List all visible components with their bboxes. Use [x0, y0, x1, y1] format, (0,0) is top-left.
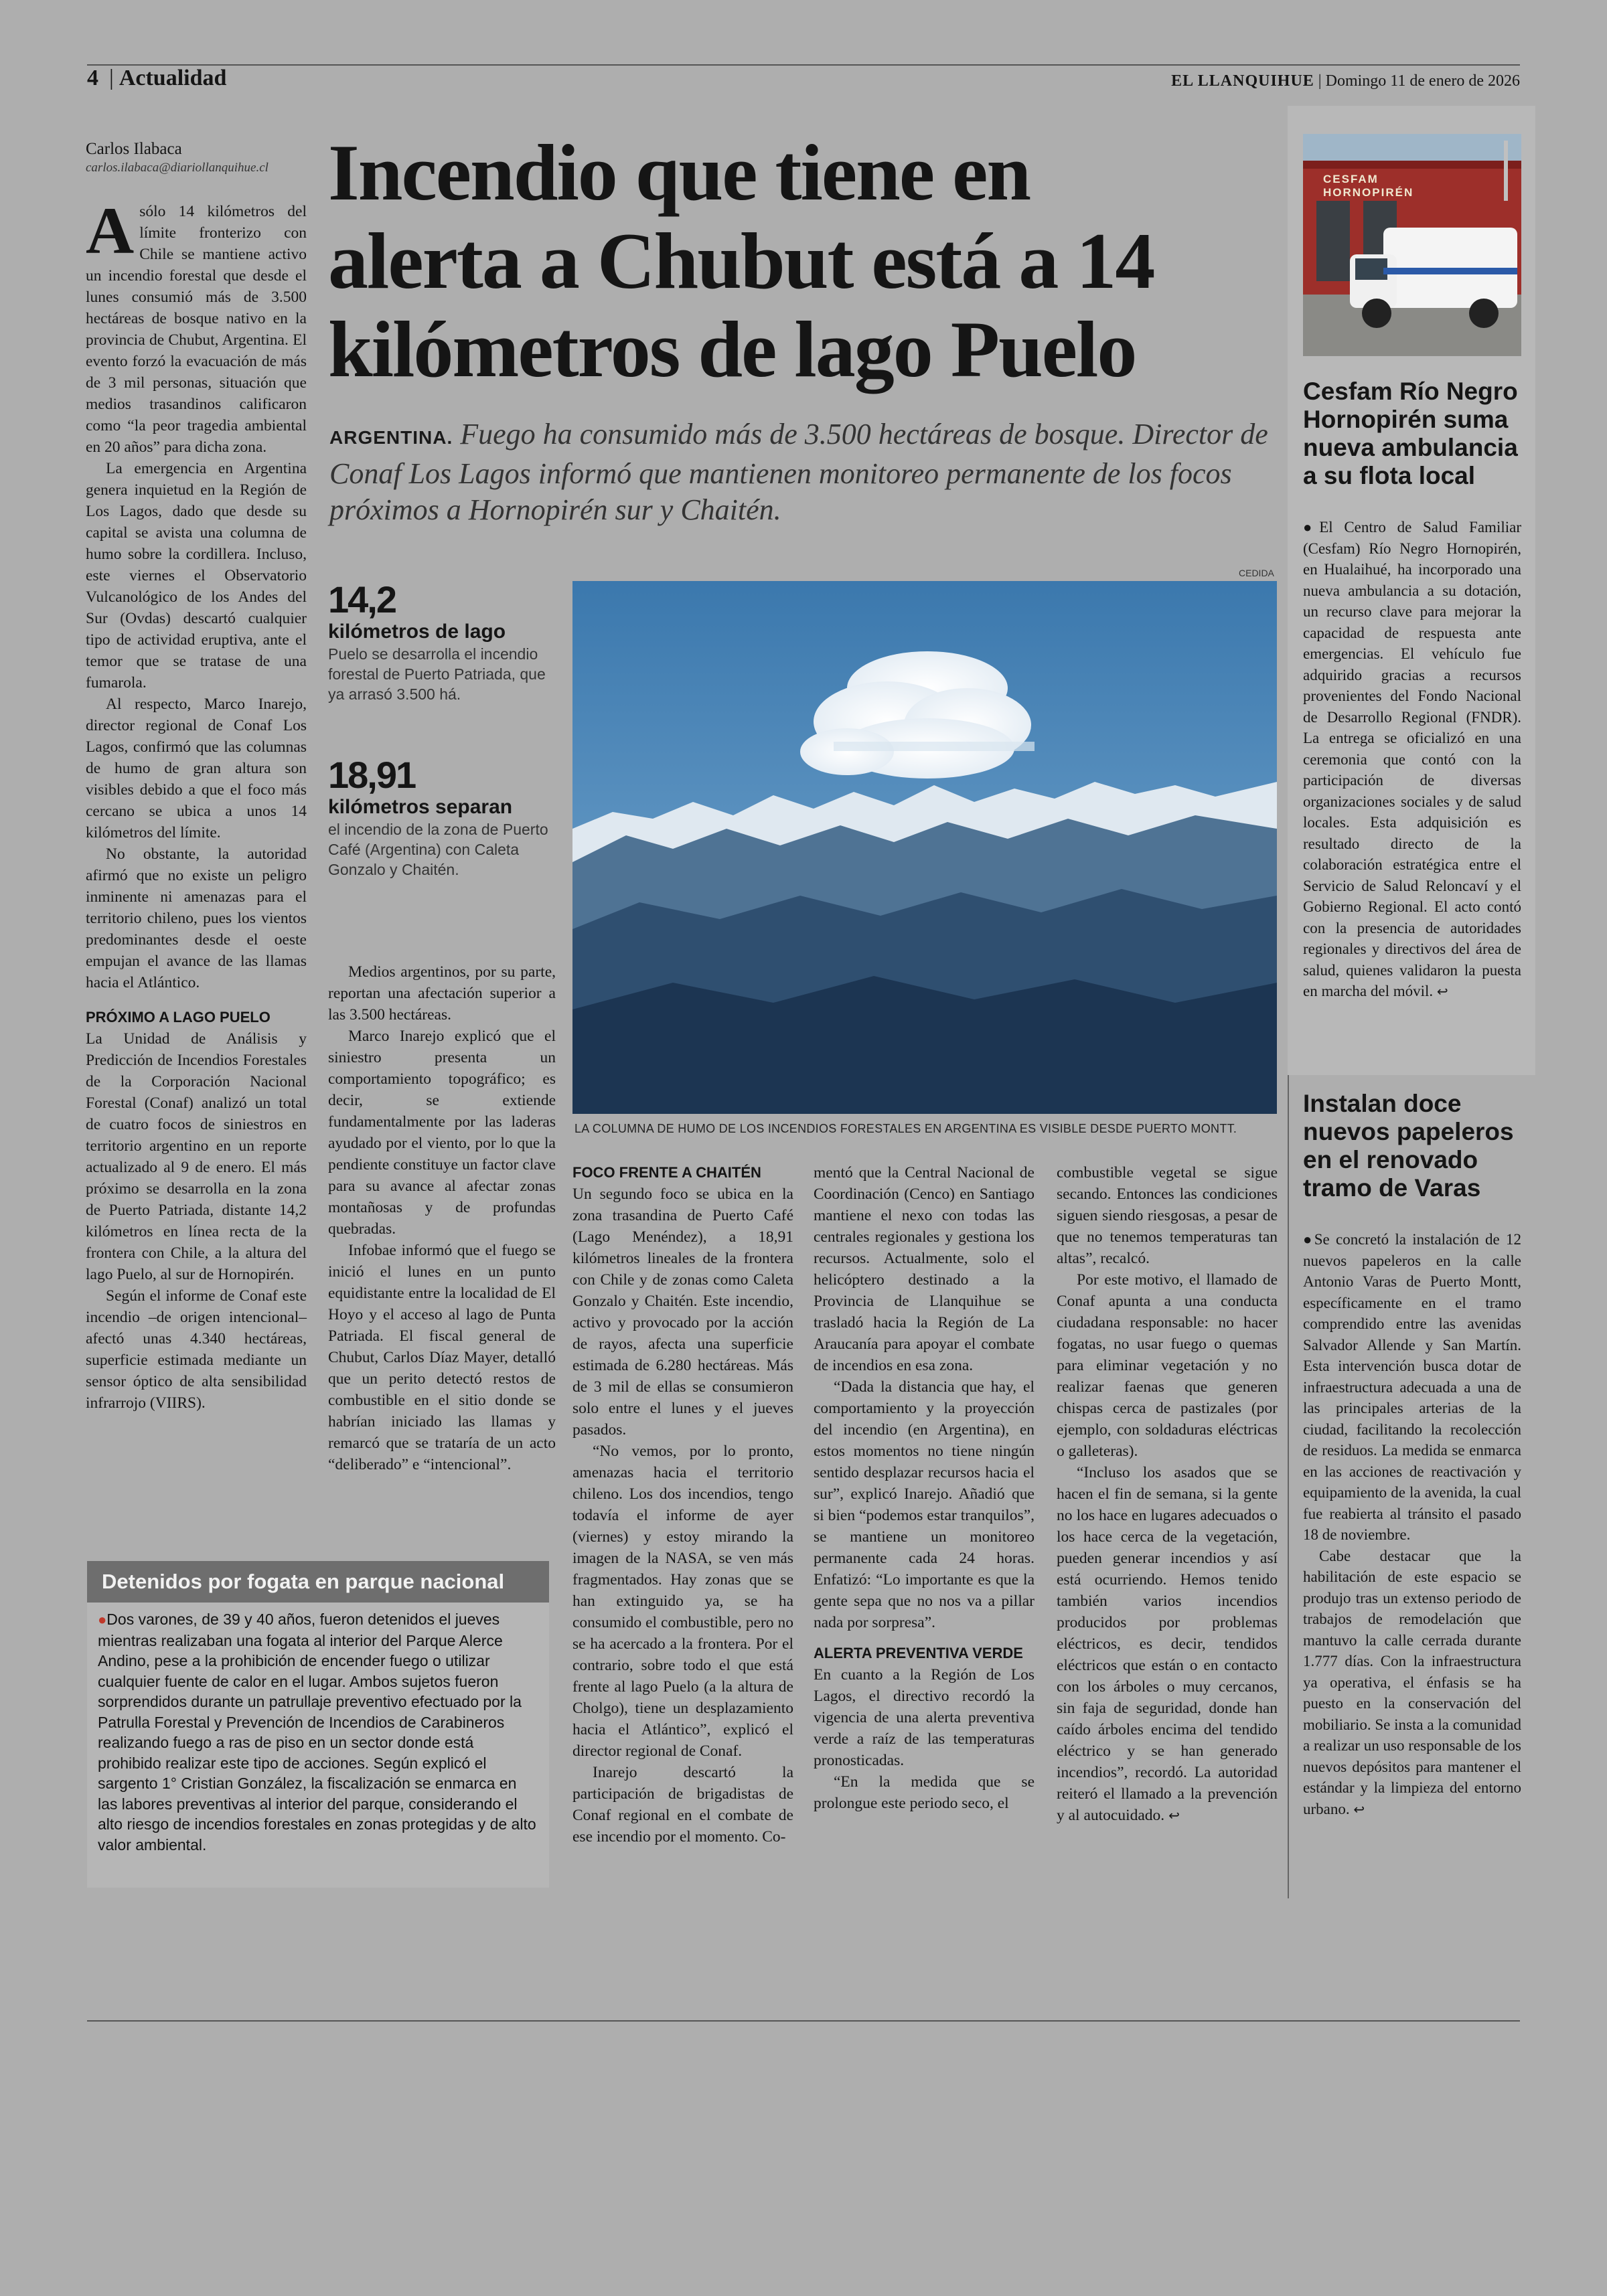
sidebar-2-title: Instalan doce nuevos papeleros en el renovado tramo de Varas — [1303, 1090, 1514, 1202]
page-header-right: EL LLANQUIHUE | Domingo 11 de enero de 2026 — [1171, 72, 1520, 90]
stat-2-label: kilómetros separan — [328, 796, 513, 818]
photo-credit: CEDIDA — [1239, 568, 1274, 578]
article-column-3 — [572, 1162, 793, 1848]
section-name: Actualidad — [119, 66, 227, 90]
box-title: Detenidos por fogata en parque nacional — [102, 1570, 505, 1593]
ambulance-photo — [1303, 134, 1521, 356]
newspaper-name: EL LLANQUIHUE — [1171, 72, 1314, 90]
col3-paragraph-3: Inarejo descartó la participación de brigadistas de Conaf regional en el combate de ese incendio por el momento. Co- — [572, 1764, 793, 1846]
col4-subheading: ALERTA PREVENTIVA VERDE — [814, 1645, 1023, 1661]
sidebar-2-body — [1303, 1229, 1521, 1821]
col4-paragraph-1: mentó que la Central Nacional de Coordinación (Cenco) en Santiago mantiene el nexo con todas las centrales regionales y gestiona los recursos. Actualmente, solo el helicóptero destinado a la Provincia de Llanquihue se trasladó hacia la Región de La Araucanía para apoyar el combate de incendios en esa zona. — [814, 1164, 1035, 1374]
col1-paragraph-3: Al respecto, Marco Inarejo, director regional de Conaf Los Lagos, confirmó que las columnas de humo de gran altura son visibles debido a que el foco más cercano se ubica a unos 14 kilómetros del límite. — [86, 695, 307, 841]
col3-paragraph-2: “No vemos, por lo pronto, amenazas hacia el territorio chileno. Los dos incendios, tengo todavía el informe de ayer (viernes) y estoy mirando la imagen de la NASA, se ven más fragmentados. Hay zonas que se han extinguido ya, se ha consumido el combustible, pero no se ha acercado a la frontera. Por el contrario, sobre todo el que está frente al lago Puelo (a la altura de Cholgo), tiene un desplazamiento hacia el Atlántico”, explicó el director regional de Conaf. — [572, 1443, 793, 1760]
sidebar-1-end-icon: ↩ — [1436, 985, 1448, 999]
publication-date: Domingo 11 de enero de 2026 — [1325, 72, 1520, 90]
box-text: Dos varones, de 39 y 40 años, fueron detenidos el jueves mientras realizaban una fogata al interior del Parque Alerce Andino, pese a la prohibición de encender fuego o utilizar cualquier fuente de calor en el lugar. Ambos sujetos fueron sorprendidos durante un patrullaje preventivo efectuado por la Patrulla Forestal y Prevención de Incendios de Carabineros realizando fuego a ras de piso en un sector donde está prohibido realizar este tipo de acciones. Según explicó el sargento 1° Cristian González, la fiscalización se enmarca en las labores preventivas al interior del parque, considerando el alto riesgo de incendios forestales en zonas protegidas y de alto valor ambiental. — [98, 1611, 536, 1854]
stat-block-2 — [328, 755, 556, 880]
sidebar-1-paragraph: El Centro de Salud Familiar (Cesfam) Río Negro Hornopirén, en Hualaihué, ha incorporado una nueva ambulancia a su dotación, un recurso clave para mejorar la capacidad de respuesta ante emergencias. El vehículo fue adquirido gracias a recursos provenientes del Fondo Nacional de Desarrollo Regional (FNDR). La entrega se oficializó en una ceremonia que contó con la participación de diversas organizaciones sociales y de salud locales. Esta adquisición es resultado directo de la colaboración estratégica entre el Servicio de Salud Reloncaví y el Gobierno Regional. El acto contó con la presencia de autoridades regionales y directivos del área de salud, quienes validaron la puesta en marcha del móvil. — [1303, 519, 1521, 999]
bullet-icon: ● — [98, 1611, 107, 1628]
bullet-icon: ● — [1303, 519, 1320, 536]
header-top-rule — [87, 64, 1520, 66]
article-column-1 — [86, 193, 307, 1414]
article-column-5 — [1057, 1162, 1278, 1827]
byline — [86, 139, 307, 177]
col1-paragraph-4: No obstante, la autoridad afirmó que no existe un peligro inminente ni amenazas para el territorio chileno, pues los vientos predominantes desde el oeste empujan el avance de las llamas hacia el Atlántico. — [86, 845, 307, 991]
headline-line-2: alerta a Chubut está a 14 — [328, 216, 1154, 305]
stat-2-number: 18,91 — [328, 754, 416, 796]
col4-paragraph-3: En cuanto a la Región de Los Lagos, el directivo recordó la vigencia de una alerta preventiva verde a raíz de las temperaturas pronosticadas. — [814, 1666, 1035, 1769]
col4-paragraph-2: “Dada la distancia que hay, el comportamiento y la proyección del incendio (en Argentina), en estos momentos no tiene ningún sentido desplazar recursos hacia el sur”, explicó Inarejo. Añadió que si bien “podemos estar tranquilos”, se mantiene un monitoreo permanente cada 24 horas. Enfatizó: “Lo importante es que la gente sepa que no nos va a pillar nada por sorpresa”. — [814, 1378, 1035, 1631]
footer-rule — [87, 2020, 1520, 2022]
col4-paragraph-4: “En la medida que se prolongue este periodo seco, el — [814, 1773, 1035, 1812]
col1-paragraph-2: La emergencia en Argentina genera inquietud en la Región de Los Lagos, dado que desde su capital se avista una columna de humo sobre la cordillera. Incluso, este viernes el Observatorio Vulcanológico de los Andes del Sur (Ovdas) descartó cualquier tipo de actividad eruptiva, ante el temor que se tratase de una fumarola. — [86, 460, 307, 691]
lead-kicker: ARGENTINA. — [329, 427, 453, 448]
bullet-icon: ● — [1303, 1231, 1314, 1248]
photo-caption: LA COLUMNA DE HUMO DE LOS INCENDIOS FORESTALES EN ARGENTINA ES VISIBLE DESDE PUERTO MONTT. — [575, 1122, 1237, 1135]
sidebar-2-end-icon: ↩ — [1353, 1802, 1365, 1817]
col5-paragraph-1: combustible vegetal se sigue secando. Entonces las condiciones siguen siendo riesgosas, a pesar de que no tenemos temperaturas tan altas”, recalcó. — [1057, 1164, 1278, 1267]
page-header-left: 4 | Actualidad — [87, 66, 227, 90]
ambulance-image — [1303, 134, 1521, 356]
col2-paragraph-1: Medios argentinos, por su parte, reportan una afectación superior a las 3.500 hectáreas. — [328, 963, 556, 1023]
col1-paragraph-5: La Unidad de Análisis y Predicción de Incendios Forestales de la Corporación Nacional Forestal (Conaf) analizó un total de cuatro focos de siniestros en territorio argentino en un reporte actualizado al 9 de enero. El más próximo se desarrolla en la zona de Puerto Patriada, distante 14,2 kilómetros en línea recta de la frontera con Chile, a la altura del lago Puelo, al sur de Hornopirén. — [86, 1030, 307, 1283]
col2-paragraph-2: Marco Inarejo explicó que el siniestro presenta un comportamiento topográfico; es decir, se extiende fundamentalmente por las laderas ayudado por el viento, por lo que la pendiente constituye un factor clave para su avance al afectar zonas montañosas y de profundas quebradas. — [328, 1028, 556, 1238]
stat-1-number: 14,2 — [328, 578, 396, 621]
col5-paragraph-3: “Incluso los asados que se hacen el fin de semana, si la gente no los hace en lugares adecuados o los hace cerca de la vegetación, pueden generar incendios y así está ocurriendo. Hemos tenido también varios incendios producidos por problemas eléctricos, es decir, tendidos eléctricos que están o en contacto con los árboles o muy cercanos, sin faja de seguridad, donde han caído árboles encima del tendido eléctrico y se han generado incendios”, recordó. La autoridad reiteró el llamado a la prevención y al autocuidado. — [1057, 1464, 1278, 1824]
article-headline — [328, 129, 1272, 394]
article-column-4 — [814, 1162, 1035, 1814]
col3-paragraph-1: Un segundo foco se ubica en la zona trasandina de Puerto Café (Lago Menéndez), a 18,91 kilómetros lineales de la frontera con Chile y de zonas como Caleta Gonzalo y Chaitén. Este incendio, activo y provocado por la acción de rayos, afecta una superficie estimada de 6.280 hectáreas. Más de 3 mil de ellas se consumieron solo entre el lunes y el jueves pasados. — [572, 1185, 793, 1439]
sidebar-2-paragraph-2: Cabe destacar que la habilitación de este espacio se produjo tras un extenso periodo de trabajos de remodelación que mantuvo la calle cerrada durante 1.777 días. Con la infraestructura ya operativa, el énfasis se ha puesto en la conservación del mobiliario. Se insta a la comunidad a realizar un uso responsable de los nuevos depósitos para mantener el estándar y la limpieza del entorno urbano. — [1303, 1547, 1521, 1817]
col2-paragraph-3: Infobae informó que el fuego se inició el lunes en un punto equidistante entre la localidad de El Hoyo y el acceso al lago de Punta Patriada. El fiscal general de Chubut, Carlos Díaz Mayer, detalló que un perito detectó restos de combustible en el sitio donde se habrían iniciado las llamas y remarcó que se trataría de un acto “deliberado” e “intencional”. — [328, 1242, 556, 1473]
stat-1-description: Puelo se desarrolla el incendio forestal de Puerto Patriada, que ya arrasó 3.500 há. — [328, 645, 546, 703]
clinic-sign: CESFAM HORNOPIRÉN — [1323, 173, 1414, 199]
sidebar-1-title: Cesfam Río Negro Hornopirén suma nueva ambulancia a su flota local — [1303, 378, 1518, 489]
col1-paragraph-1: sólo 14 kilómetros del límite fronterizo con Chile se mantiene activo un incendio forestal que desde el lunes consumió más de 3.500 hectáreas de bosque nativo en la provincia de Chubut, Argentina. El evento forzó la evacuación de más de 3 mil personas, situación que medios trasandinos calificaron como “la peor tragedia ambiental en 20 años” para dicha zona. — [86, 203, 307, 456]
mountain-landscape-image — [572, 581, 1277, 1114]
page-number: 4 — [87, 66, 98, 90]
stat-1-label: kilómetros de lago — [328, 621, 506, 643]
stat-2-description: el incendio de la zona de Puerto Café (Argentina) con Caleta Gonzalo y Chaitén. — [328, 821, 548, 878]
sidebar-divider — [1288, 1075, 1289, 1898]
author-email: carlos.ilabaca@diariollanquihue.cl — [86, 161, 269, 175]
headline-line-1: Incendio que tiene en — [328, 128, 1030, 217]
headline-line-3: kilómetros de lago Puelo — [328, 305, 1136, 394]
sidebar-2-paragraph-1: Se concretó la instalación de 12 nuevos papeleros en la calle Antonio Varas de Puerto Montt, específicamente en el tramo comprendido entre las avenidas Salvador Allende y San Martín. Esta intervención busca dotar de infraestructura adecuada a una de las principales arterias de la ciudad, facilitando la recolección de residuos. La medida se enmarca en las acciones de reactivación y equipamiento de la avenida, la cual fue reabierta al tránsito el pasado 18 de noviembre. — [1303, 1231, 1521, 1543]
stat-block-1 — [328, 580, 556, 704]
col5-paragraph-2: Por este motivo, el llamado de Conaf apunta a una conducta ciudadana responsable: no hacer fogatas, no usar fuego o quemas para eliminar vegetación y no realizar faenas que generen chispas cerca de pastizales (por ejemplo, con soldaduras eléctricas o galleteras). — [1057, 1271, 1278, 1460]
lead-text: Fuego ha consumido más de 3.500 hectáreas de bosque. Director de Conaf Los Lagos informó que mantienen monitoreo permanente de los focos próximos a Hornopirén sur y Chaitén. — [329, 418, 1268, 526]
col3-subheading: FOCO FRENTE A CHAITÉN — [572, 1164, 761, 1181]
col1-paragraph-6: Según el informe de Conaf este incendio –de origen intencional– afectó unas 4.340 hectáreas, superficie estimada mediante un sensor óptico de alta sensibilidad infrarrojo (VIIRS). — [86, 1287, 307, 1412]
drop-cap: A — [86, 193, 135, 268]
article-lead — [329, 416, 1274, 528]
sidebar-1-body — [1303, 517, 1521, 1003]
col1-subheading: PRÓXIMO A LAGO PUELO — [86, 1009, 271, 1026]
article-end-icon: ↩ — [1168, 1809, 1180, 1823]
box-header — [87, 1561, 549, 1603]
article-column-2 — [328, 961, 556, 1475]
box-body — [98, 1609, 537, 1855]
smoke-column-photo — [572, 581, 1277, 1114]
author-name: Carlos Ilabaca — [86, 140, 182, 158]
